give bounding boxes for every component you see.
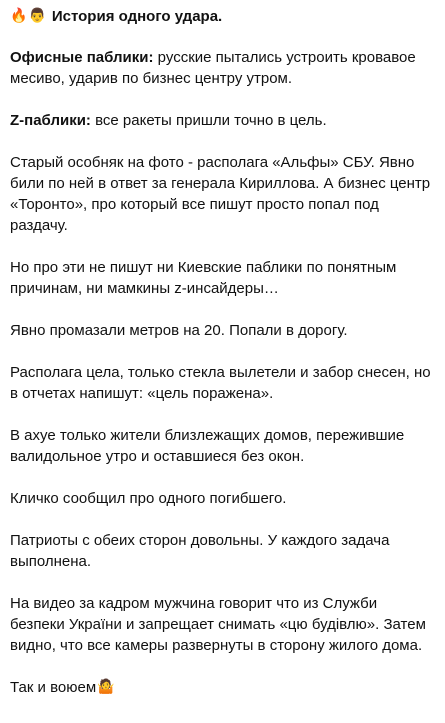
- paragraph-text: все ракеты пришли точно в цель.: [90, 112, 327, 129]
- post-paragraph: [10, 425, 433, 467]
- paragraph-lead: Офисные паблики:: [10, 49, 154, 66]
- post-body: [10, 47, 433, 698]
- post-paragraph: [10, 257, 433, 299]
- fire-icon: 🔥: [10, 8, 28, 24]
- paragraph-text: Явно промазали метров на 20. Попали в дорогу.: [10, 322, 348, 339]
- post-paragraph: [10, 362, 433, 404]
- paragraph-text: Патриоты с обеих сторон довольны. У каждого задача выполнена.: [10, 532, 390, 570]
- post-paragraph: [10, 488, 433, 509]
- paragraph-text: Кличко сообщил про одного погибшего.: [10, 490, 287, 507]
- post-header: [10, 6, 433, 27]
- post-paragraph: [10, 320, 433, 341]
- paragraph-text: На видео за кадром мужчина говорит что из Служби безпеки України и запрещает снимать «цю будівлю». Затем видно, что все камеры развернуты в сторону жилого дома.: [10, 595, 426, 654]
- person-icon: 👨: [28, 8, 46, 24]
- post-paragraph: [10, 110, 433, 131]
- paragraph-text: В ахуе только жители близлежащих домов, пережившие валидольное утро и оставшиеся без окон.: [10, 427, 405, 465]
- post-paragraph: [10, 152, 433, 236]
- post-paragraph: [10, 593, 433, 656]
- shrug-icon: 🤷: [97, 679, 115, 695]
- paragraph-text: русские пытались устроить кровавое месиво, ударив по бизнес центру утром.: [10, 49, 416, 87]
- paragraph-text: Располага цела, только стекла вылетели и забор снесен, но в отчетах напишут: «цель поражена».: [10, 364, 431, 402]
- post-closing: [10, 677, 433, 698]
- post-paragraph: [10, 530, 433, 572]
- post-title: История одного удара.: [51, 8, 223, 25]
- paragraph-text: Старый особняк на фото - располага «Альфы» СБУ. Явно били по ней в ответ за генерала Кириллова. А бизнес центр «Торонто», про который все пишут просто попал под раздачу.: [10, 154, 431, 234]
- post-paragraph: [10, 47, 433, 89]
- paragraph-text: Но про эти не пишут ни Киевские паблики по понятным причинам, ни мамкины z-инсайдеры…: [10, 259, 397, 297]
- closing-text: Так и воюем: [10, 679, 97, 696]
- paragraph-lead: Z-паблики:: [10, 112, 91, 129]
